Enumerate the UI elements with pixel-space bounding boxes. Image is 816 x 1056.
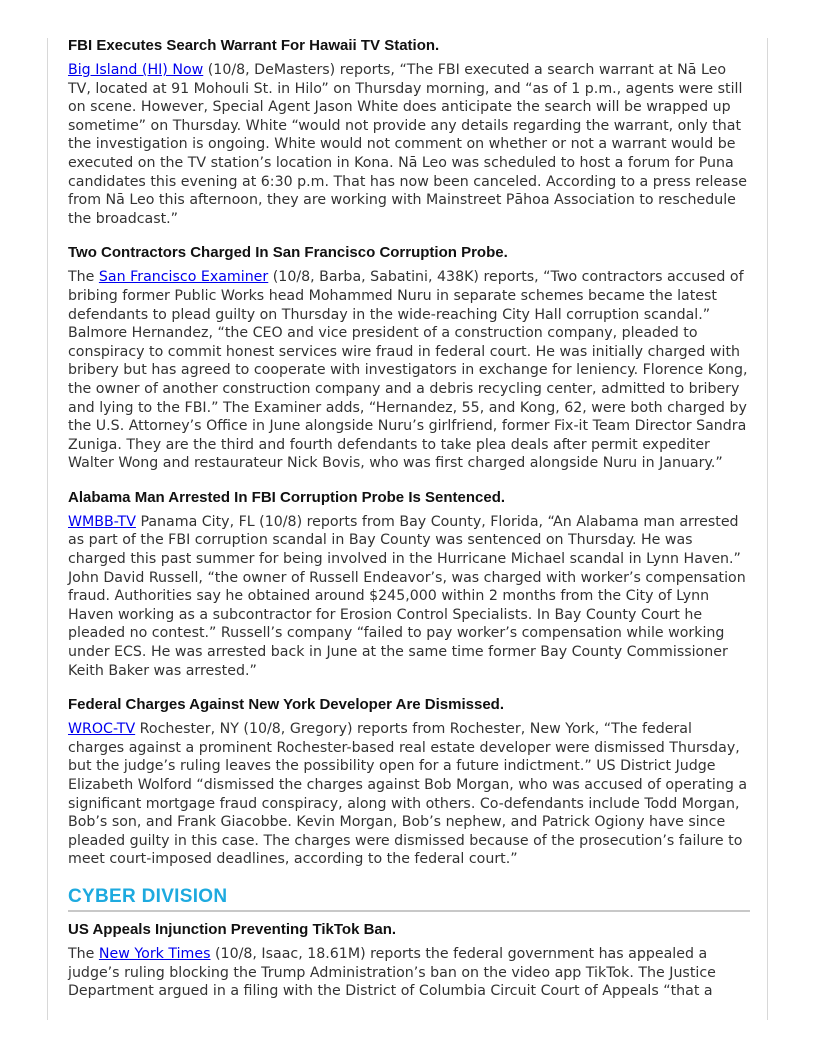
source-link-big-island-now[interactable]: Big Island (HI) Now (68, 62, 204, 78)
article-headline: US Appeals Injunction Preventing TikTok Ban. (68, 920, 397, 938)
article-text: (10/8, Isaac, 18.61M) reports the federal government has appealed a judge’s ruling blocking the Trump Administration’s ban on the video app TikTok. The Justice Department argued in a filing with the District of Columbia Circuit Court of Appeals “that a (68, 945, 716, 1000)
article (68, 36, 750, 228)
source-link-wmbb-tv[interactable]: WMBB-TV (68, 513, 136, 530)
article-body (68, 945, 750, 1001)
article-body (68, 513, 750, 680)
article-headline: FBI Executes Search Warrant For Hawaii TV Station. (68, 37, 440, 54)
source-link-san-francisco-examiner[interactable]: San Francisco Examiner (98, 269, 269, 286)
article (68, 488, 750, 680)
article-lead: The (68, 269, 99, 286)
article-text: Panama City, FL (10/8) reports from Bay County, Florida, “An Alabama man arrested as part of the FBI corruption scandal in Bay County was sentenced on Thursday. He was charged this past summer for being involved in the Hurricane Michael scandal in Lynn Haven.” John David Russell, “the owner of Russell Endeavor’s, was charged with worker’s compensation fraud. Authorities say he obtained around $245,000 within 2 months from the City of Lynn Haven working as a subcontractor for Erosion Control Specialists. In Bay County Court he pleaded no contest.” Russell’s company “failed to pay worker’s compensation while working under ECS. He was arrested back in June at the same time former Bay County Commissioner Keith Baker was arrested.” (68, 513, 746, 679)
article-lead: The (68, 945, 99, 962)
section-heading-cyber-division: CYBER DIVISION (68, 885, 750, 912)
right-margin-rule (767, 38, 768, 1020)
article-body (68, 720, 750, 869)
article (68, 695, 750, 869)
source-link-wroc-tv[interactable]: WROC-TV (68, 721, 136, 738)
article-body (68, 268, 750, 473)
article-text: (10/8, DeMasters) reports, “The FBI executed a search warrant at Nā Leo TV, located at 91 Mohouli St. in Hilo” on Thursday morning, and “as of 1 p.m., agents were still on scene. However, Special Agent Jason White does anticipate the search will be wrapped up sometime” on Thursday. White “would not provide any details regarding the warrant, only that the investigation is ongoing. White would not comment on whether or not a warrant would be executed on the TV station’s location in Kona. Nā Leo was scheduled to host a forum for Puna candidates this evening at 6:30 p.m. That has now been canceled. According to a press release from Nā Leo this afternoon, they are working with Mainstreet Pāhoa Association to reschedule the broadcast.” (68, 62, 747, 227)
article (68, 920, 750, 1001)
article-text: (10/8, Barba, Sabatini, 438K) reports, “Two contractors accused of bribing former Public Works head Mohammed Nuru in separate schemes became the latest defendants to plead guilty on Thursday in the wide-reaching City Hall corruption scandal.” Balmore Hernandez, “the CEO and vice president of a construction company, pleaded to conspiracy to commit honest services wire fraud in federal court. He was initially charged with bribery but has agreed to cooperate with investigators in exchange for leniency. Florence Kong, the owner of another construction company and a debris recycling center, admitted to bribery and lying to the FBI.” The Examiner adds, “Hernandez, 55, and Kong, 62, were both charged by the U.S. Attorney’s Office in June alongside Nuru’s girlfriend, former Fix-it Team Director Sandra Zuniga. They are the third and fourth defendants to take plea deals after permit expediter Walter Wong and restaurateur Nick Bovis, who was first charged alongside Nuru in January.” (68, 269, 748, 472)
article (68, 243, 750, 473)
article-headline: Federal Charges Against New York Developer Are Dismissed. (68, 696, 504, 714)
article-body (68, 61, 750, 228)
article-text: Rochester, NY (10/8, Gregory) reports from Rochester, New York, “The federal charges against a prominent Rochester-based real estate developer were dismissed Thursday, but the judge’s ruling leaves the possibility open for a future indictment.” US District Judge Elizabeth Wolford “dismissed the charges against Bob Morgan, who was accused of operating a significant mortgage fraud conspiracy, along with others. Co-defendants include Todd Morgan, Bob’s son, and Frank Giacobbe. Kevin Morgan, Bob’s nephew, and Patrick Ogiony have since pleaded guilty in this case. The charges were dismissed because of the prosecution’s failure to meet court-imposed deadlines, according to the federal court.” (68, 721, 748, 868)
newsletter-content (68, 36, 750, 1016)
left-margin-rule (47, 38, 48, 1020)
source-link-new-york-times[interactable]: New York Times (98, 945, 211, 962)
article-headline: Alabama Man Arrested In FBI Corruption Probe Is Sentenced. (68, 488, 506, 506)
article-headline: Two Contractors Charged In San Francisco Corruption Probe. (68, 244, 508, 262)
